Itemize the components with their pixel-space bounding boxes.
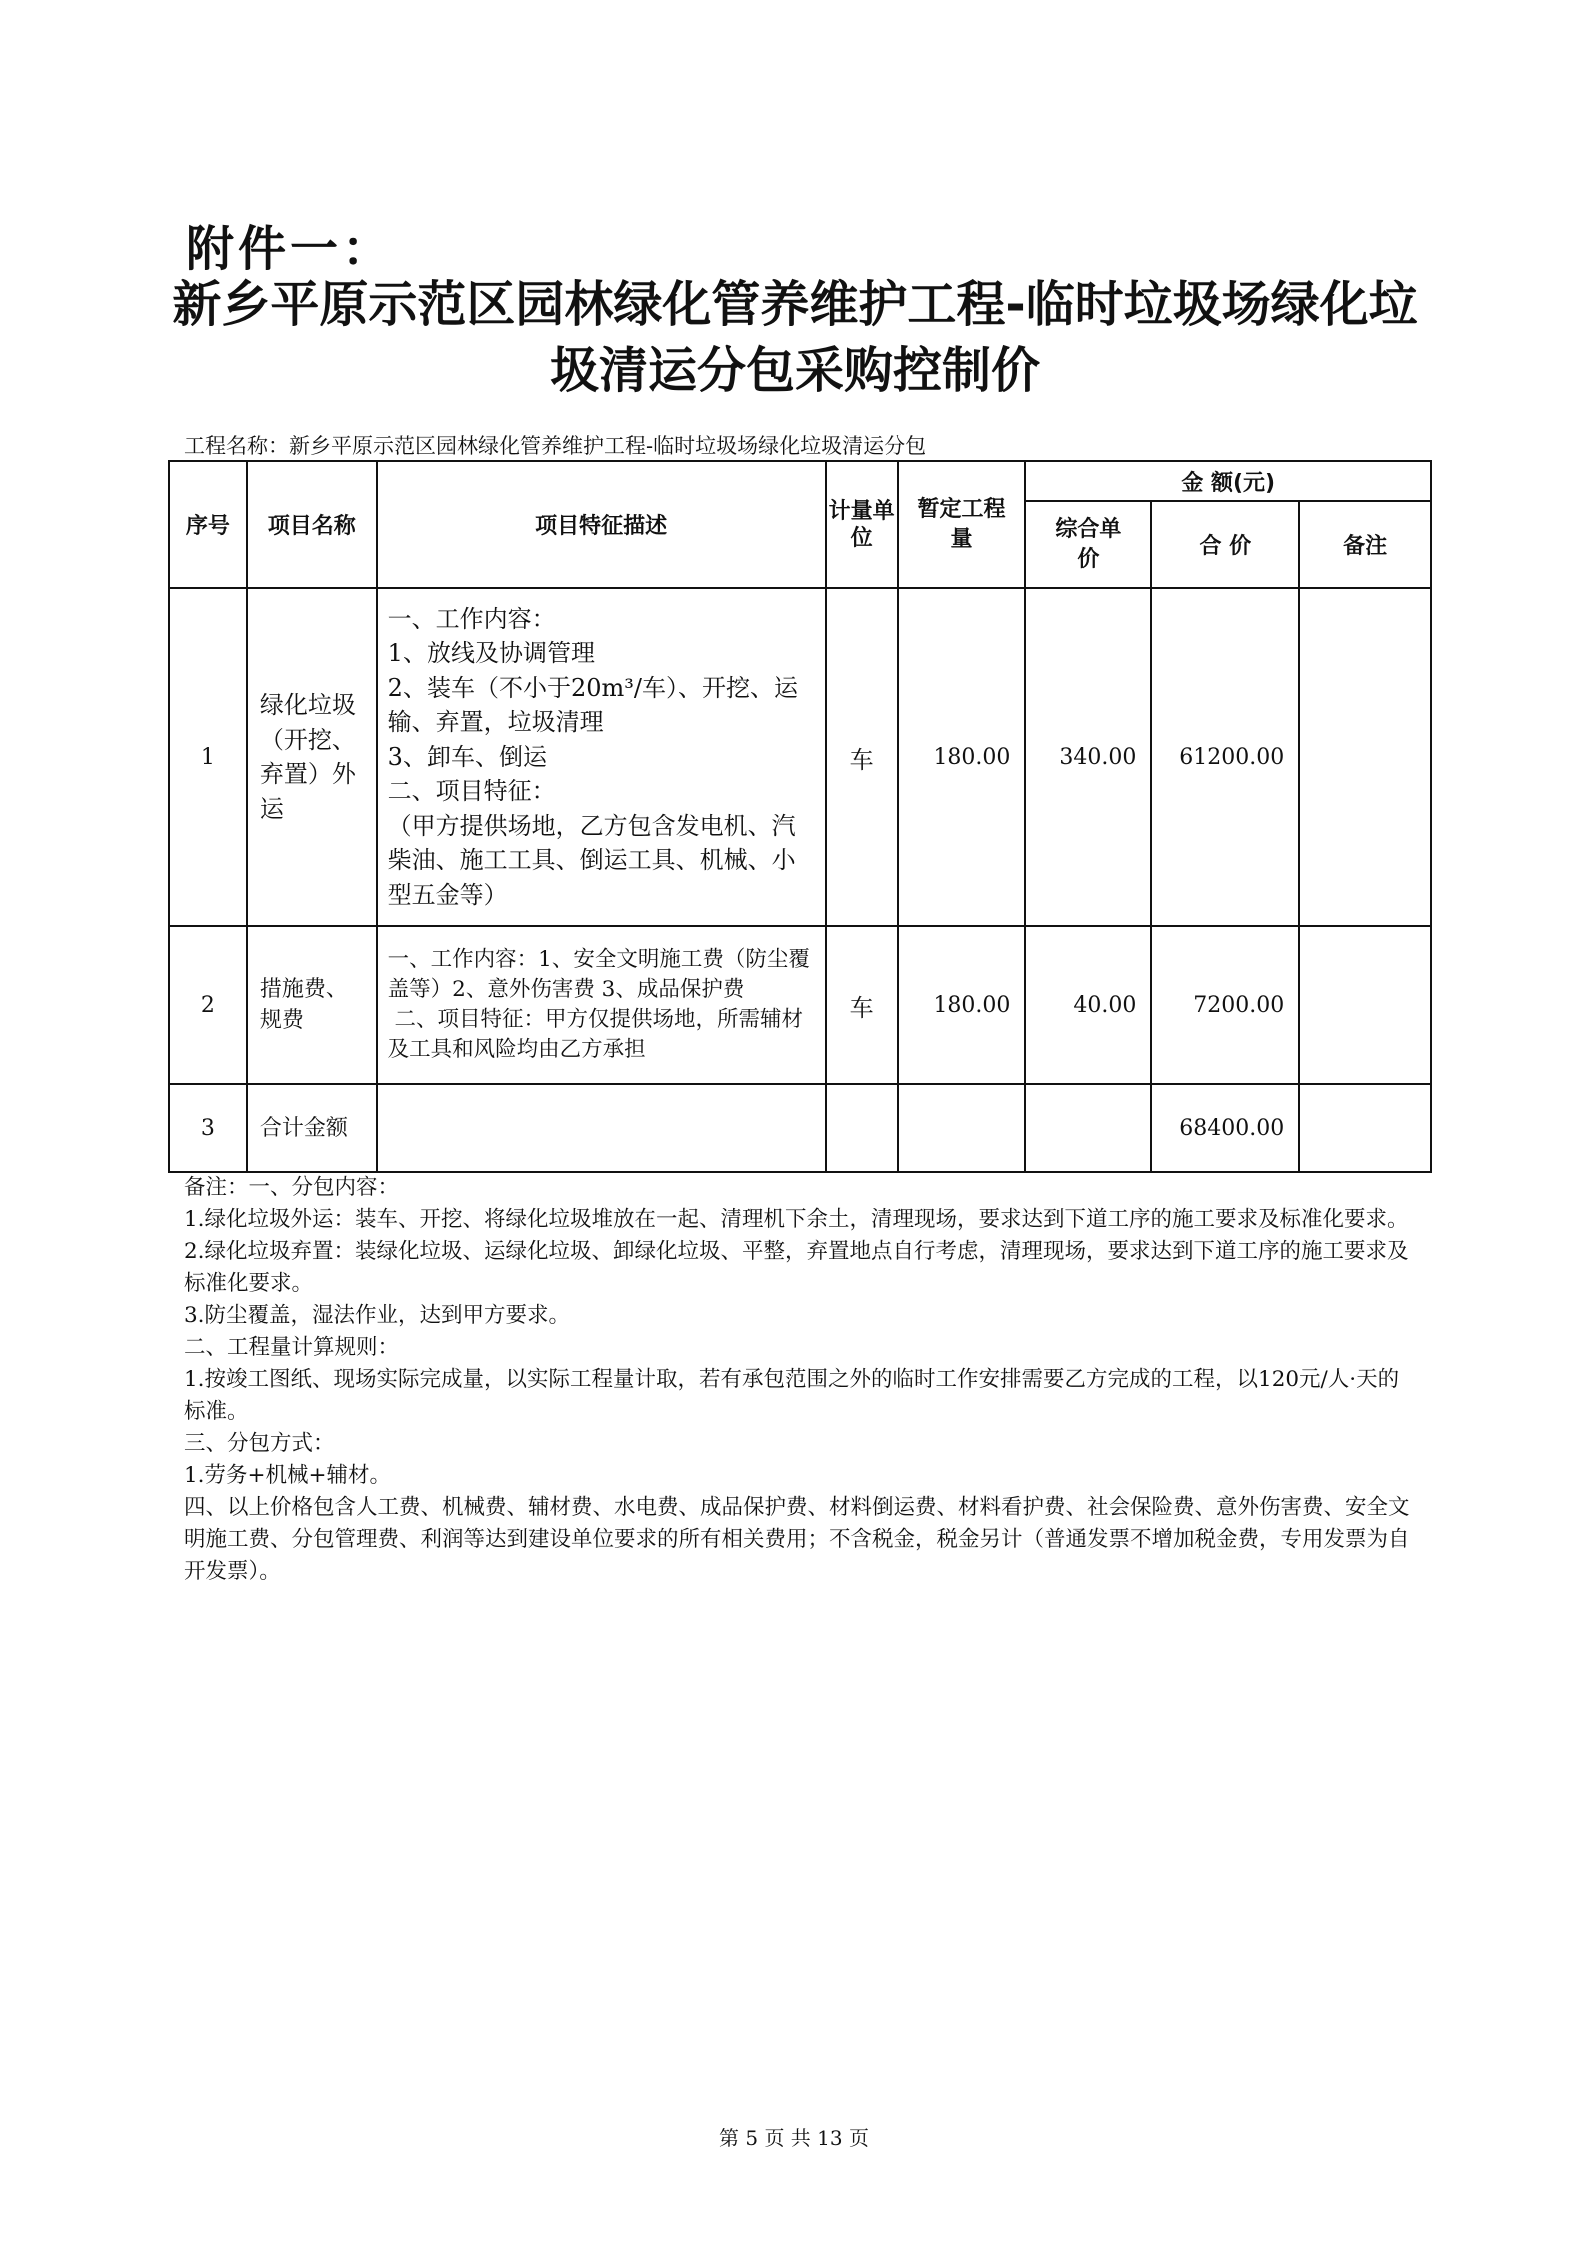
cell-remark xyxy=(1299,1084,1431,1172)
cell-unit xyxy=(826,1084,898,1172)
note-line: 3.防尘覆盖，湿法作业，达到甲方要求。 xyxy=(184,1303,571,1328)
note-line: 三、分包方式： xyxy=(184,1431,335,1456)
price-table xyxy=(168,460,1432,1173)
cell-unit-price: 40.00 xyxy=(1025,926,1151,1084)
cell-total: 61200.00 xyxy=(1151,588,1299,926)
header-unit-price: 综合单价 xyxy=(1025,501,1151,588)
cell-qty: 180.00 xyxy=(898,926,1026,1084)
cell-desc xyxy=(377,926,826,1084)
cell-remark xyxy=(1299,588,1431,926)
header-unit: 计量单位 xyxy=(826,461,898,588)
project-name-line: 工程名称：新乡平原示范区园林绿化管养维护工程-临时垃圾场绿化垃圾清运分包 xyxy=(184,434,927,458)
desc-line: 二、项目特征： xyxy=(387,777,556,806)
page-title xyxy=(170,272,1420,404)
note-line: 1.劳务+机械+辅材。 xyxy=(184,1463,392,1488)
header-seq: 序号 xyxy=(169,461,247,588)
title-line-1: 新乡平原示范区园林绿化管养维护工程-临时垃圾场绿化垃 xyxy=(172,276,1418,333)
header-amount: 金 额(元) xyxy=(1025,461,1431,501)
page-number: 第 5 页 共 13 页 xyxy=(719,2126,869,2150)
desc-line: （甲方提供场地，乙方包含发电机、汽柴油、施工工具、倒运工具、机械、小型五金等） xyxy=(387,811,796,909)
cell-unit: 车 xyxy=(826,588,898,926)
table-row xyxy=(169,926,1431,1084)
cell-unit-price xyxy=(1025,1084,1151,1172)
note-line: 二、工程量计算规则： xyxy=(184,1335,400,1360)
cell-name: 绿化垃圾（开挖、弃置）外运 xyxy=(247,588,377,926)
cell-name: 措施费、规费 xyxy=(247,926,377,1084)
desc-line: 一、工作内容：1、安全文明施工费（防尘覆盖等）2、意外伤害费 3、成品保护费 xyxy=(387,947,810,1002)
desc-line: 2、装车（不小于20m³/车）、开挖、运输、弃置，垃圾清理 xyxy=(387,673,798,737)
desc-line: 二、项目特征：甲方仅提供场地，所需辅材及工具和风险均由乙方承担 xyxy=(387,1007,804,1062)
header-desc: 项目特征描述 xyxy=(377,461,826,588)
title-line-2: 圾清运分包采购控制价 xyxy=(549,342,1040,399)
cell-desc xyxy=(377,588,826,926)
header-name: 项目名称 xyxy=(247,461,377,588)
note-line: 1.绿化垃圾外运：装车、开挖、将绿化垃圾堆放在一起、清理机下余土，清理现场，要求达到下道工序的施工要求及标准化要求。 xyxy=(184,1207,1409,1232)
header-remark: 备注 xyxy=(1299,501,1431,588)
cell-remark xyxy=(1299,926,1431,1084)
header-qty: 暂定工程量 xyxy=(898,461,1026,588)
table-row-total xyxy=(169,1084,1431,1172)
desc-line: 1、放线及协调管理 xyxy=(387,639,595,668)
header-total: 合 价 xyxy=(1151,501,1299,588)
cell-total: 68400.00 xyxy=(1151,1084,1299,1172)
cell-name: 合计金额 xyxy=(247,1084,377,1172)
note-line: 2.绿化垃圾弃置：装绿化垃圾、运绿化垃圾、卸绿化垃圾、平整，弃置地点自行考虑，清理现场，要求达到下道工序的施工要求及标准化要求。 xyxy=(184,1239,1409,1296)
note-line: 1.按竣工图纸、现场实际完成量，以实际工程量计取，若有承包范围之外的临时工作安排需要乙方完成的工程，以120元/人·天的标准。 xyxy=(184,1367,1400,1424)
note-line: 备注：一、分包内容： xyxy=(184,1175,400,1200)
cell-seq: 3 xyxy=(169,1084,247,1172)
cell-seq: 1 xyxy=(169,588,247,926)
desc-line: 一、工作内容： xyxy=(387,604,556,633)
table-row xyxy=(169,588,1431,926)
cell-qty: 180.00 xyxy=(898,588,1026,926)
cell-total: 7200.00 xyxy=(1151,926,1299,1084)
notes-section xyxy=(184,1172,1414,1588)
cell-desc xyxy=(377,1084,826,1172)
cell-qty xyxy=(898,1084,1026,1172)
attachment-label: 附件一： xyxy=(186,221,395,277)
note-line: 四、以上价格包含人工费、机械费、辅材费、水电费、成品保护费、材料倒运费、材料看护费、社会保险费、意外伤害费、安全文明施工费、分包管理费、利润等达到建设单位要求的所有相关费用；不含税金，税金另计（普通发票不增加税金费，专用发票为自开发票）。 xyxy=(184,1495,1410,1584)
cell-seq: 2 xyxy=(169,926,247,1084)
cell-unit-price: 340.00 xyxy=(1025,588,1151,926)
cell-unit: 车 xyxy=(826,926,898,1084)
desc-line: 3、卸车、倒运 xyxy=(387,742,547,771)
table-header xyxy=(169,461,1431,588)
